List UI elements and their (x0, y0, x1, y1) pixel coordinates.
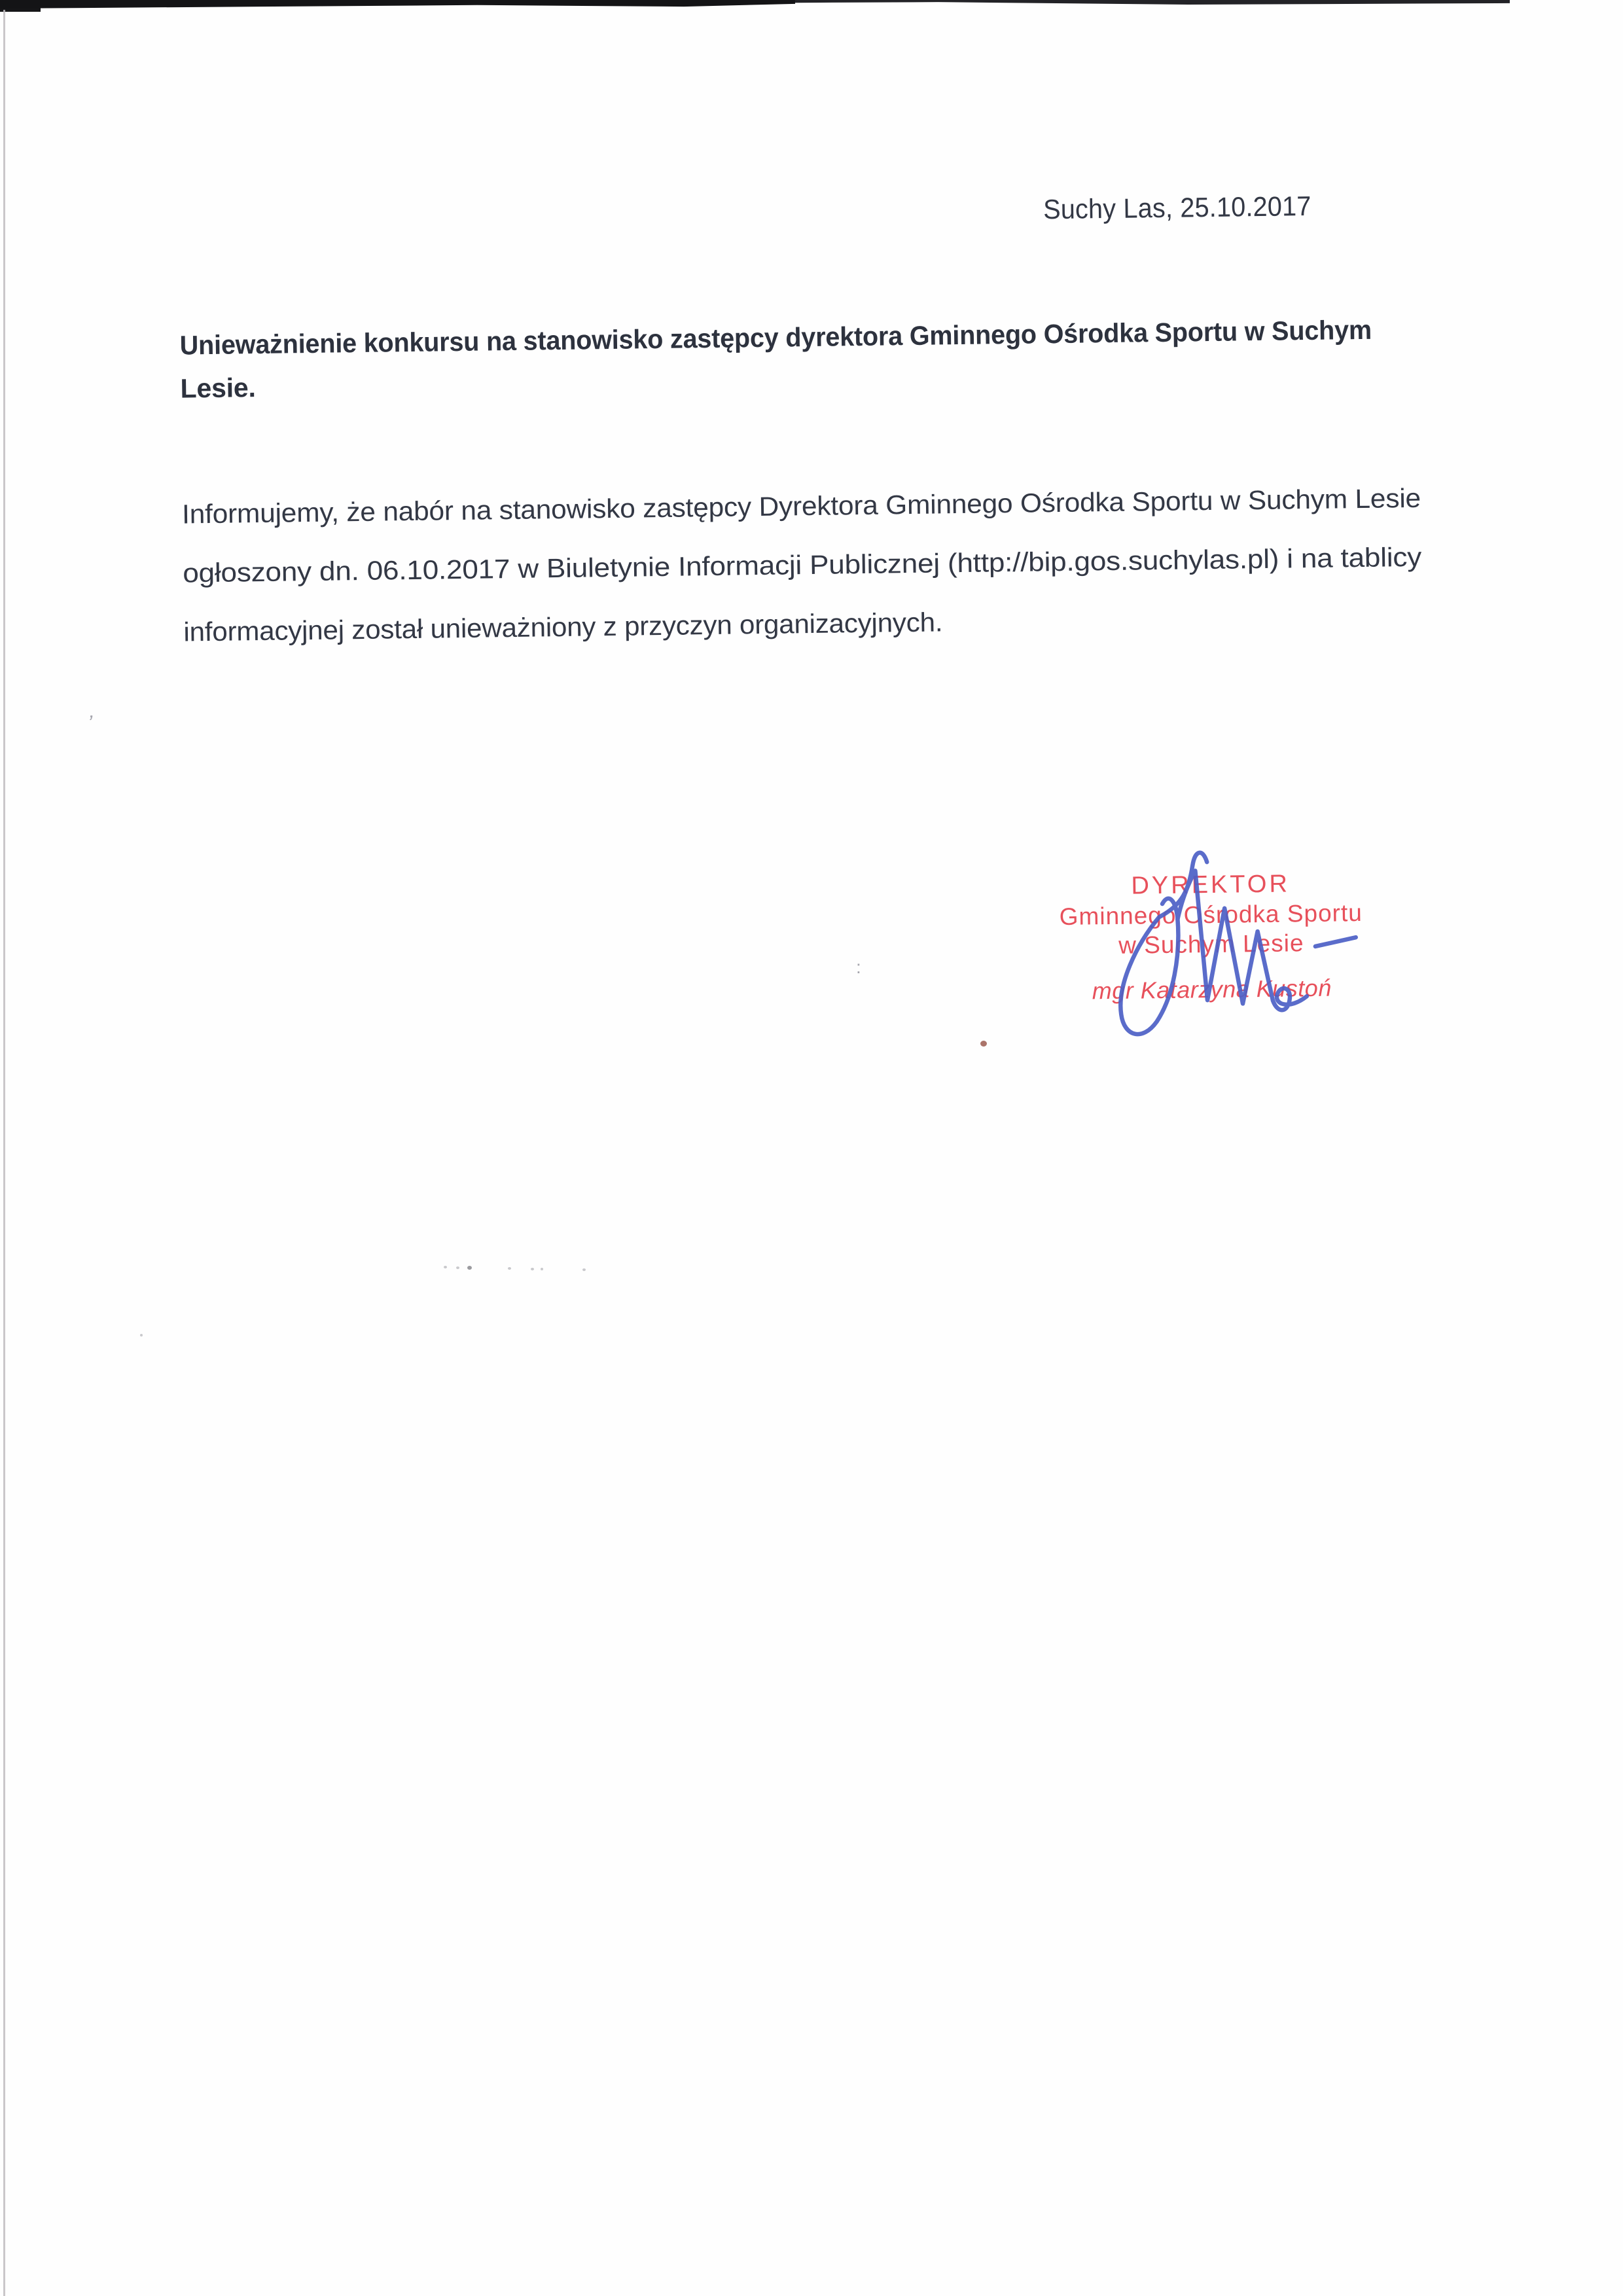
signature-scribble (1050, 835, 1419, 1062)
signature-dash (1315, 937, 1356, 946)
signature-stroke-zigzag (1177, 869, 1307, 1011)
paragraph-line-text: informacyjnej został unieważniony z przyczyn organizacyjnych. (183, 607, 943, 647)
stamp-title: DYREKTOR (1131, 870, 1291, 900)
document-heading (179, 308, 1424, 410)
stamp-signer-name: mgr Katarzyna Kustoń (1092, 974, 1332, 1005)
date-line (1043, 190, 1327, 226)
paragraph-line-text: Informujemy, że nabór na stanowisko zastępcy Dyrektora Gminnego Ośrodka Sportu w Suchym Lesie (181, 482, 1421, 529)
heading-line-text: Lesie. (180, 372, 256, 404)
scan-tick-mark: ’ (85, 710, 95, 735)
stamp-org-location: w Suchym Lesie (1118, 929, 1304, 959)
scan-colon-mark: : (856, 957, 861, 977)
date-text: Suchy Las, 25.10.2017 (1043, 190, 1311, 225)
stamp-org-name: Gminnego Ośrodka Sportu (1059, 899, 1363, 931)
heading-line-text: Unieważnienie konkursu na stanowisko zastępcy dyrektora Gminnego Ośrodka Sportu w Suchym (179, 314, 1372, 361)
body-paragraph (182, 469, 1427, 662)
paragraph-line-text: ogłoszony dn. 06.10.2017 w Biuletynie Informacji Publicznej (http://bip.gos.suchylas.pl) i na tablicy (182, 541, 1422, 588)
